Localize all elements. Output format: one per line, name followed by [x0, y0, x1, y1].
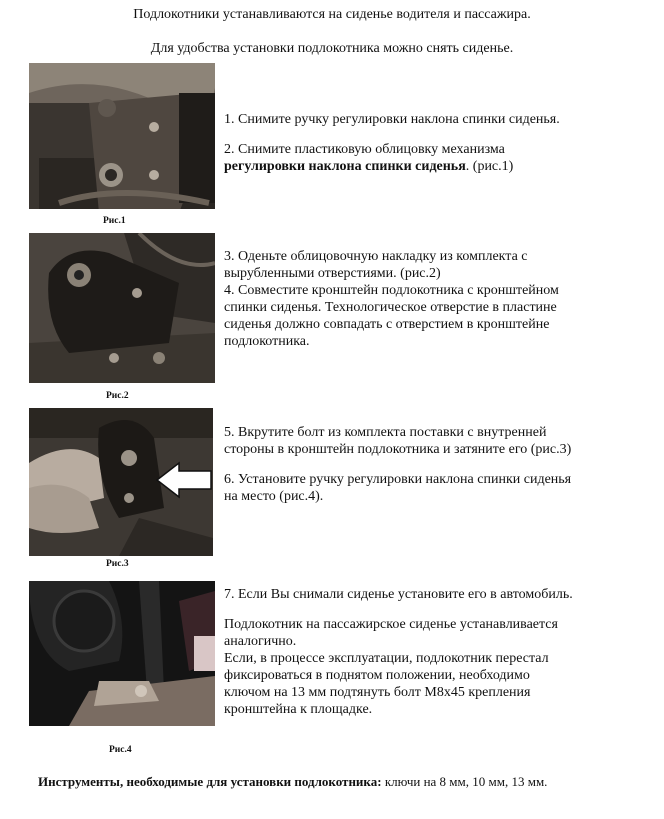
step-3-line-2: вырубленными отверстиями. (рис.2)	[224, 266, 441, 281]
figure-4-photo	[29, 581, 215, 726]
note-2-line-4: кронштейна к площадке.	[224, 702, 373, 717]
figure-2-caption: Рис.2	[106, 391, 129, 401]
note-1-line-2: аналогично.	[224, 634, 297, 649]
step-2-line-1: 2. Снимите пластиковую облицовку механизма	[224, 142, 505, 157]
bolt-tightening-image	[29, 408, 213, 556]
step-2-bold: регулировки наклона спинки сиденья	[224, 159, 466, 174]
note-2-line-2: фиксироваться в поднятом положении, необходимо	[224, 668, 530, 683]
note-2-line-3: ключом на 13 мм подтянуть болт М8х45 крепления	[224, 685, 531, 700]
trim-cover-image	[29, 233, 215, 383]
figure-3-photo	[29, 408, 213, 556]
steps-block-2	[224, 248, 559, 350]
step-2-ref: . (рис.1)	[465, 159, 514, 174]
figure-3-caption: Рис.3	[106, 559, 129, 569]
figure-1-photo	[29, 63, 215, 209]
step-6-line-2: на место (рис.4).	[224, 489, 324, 504]
step-5-line-2: стороны в кронштейн подлокотника и затяните его (рис.3)	[224, 442, 572, 457]
figure-1-caption: Рис.1	[103, 216, 126, 226]
bracket-bolt-image	[29, 581, 215, 726]
step-7: 7. Если Вы снимали сиденье установите его в автомобиль.	[224, 587, 573, 602]
step-4-line-2: спинки сиденья. Технологическое отверстие в пластине	[224, 300, 557, 315]
seat-mechanism-image	[29, 63, 215, 209]
figure-4-caption: Рис.4	[109, 745, 132, 755]
step-5-line-1: 5. Вкрутите болт из комплекта поставки с внутренней	[224, 425, 547, 440]
note-2-line-1: Если, в процессе эксплуатации, подлокотник перестал	[224, 651, 549, 666]
step-6-line-1: 6. Установите ручку регулировки наклона спинки сиденья	[224, 472, 572, 487]
step-4-line-3: сиденья должно совпадать с отверстием в кронштейне	[224, 317, 550, 332]
intro-line-2: Для удобства установки подлокотника можно снять сиденье.	[150, 41, 514, 56]
step-2-line-2	[224, 158, 560, 175]
step-4-line-1: 4. Совместите кронштейн подлокотника с кронштейном	[224, 283, 559, 298]
note-1-line-1: Подлокотник на пассажирское сиденье устанавливается	[224, 617, 558, 632]
tools-value: ключи на 8 мм, 10 мм, 13 мм.	[381, 774, 548, 789]
step-1: 1. Снимите ручку регулировки наклона спинки сиденья.	[224, 112, 560, 127]
intro-line-1: Подлокотники устанавливаются на сиденье водителя и пассажира.	[133, 7, 531, 22]
steps-block-1	[224, 111, 560, 175]
tools-line	[38, 774, 547, 790]
step-4-line-4: подлокотника.	[224, 334, 310, 349]
steps-block-3	[224, 424, 571, 505]
tools-label: Инструменты, необходимые для установки подлокотника:	[38, 774, 382, 789]
figure-2-photo	[29, 233, 215, 383]
step-3-line-1: 3. Оденьте облицовочную накладку из комплекта с	[224, 249, 528, 264]
steps-block-4	[224, 586, 573, 718]
